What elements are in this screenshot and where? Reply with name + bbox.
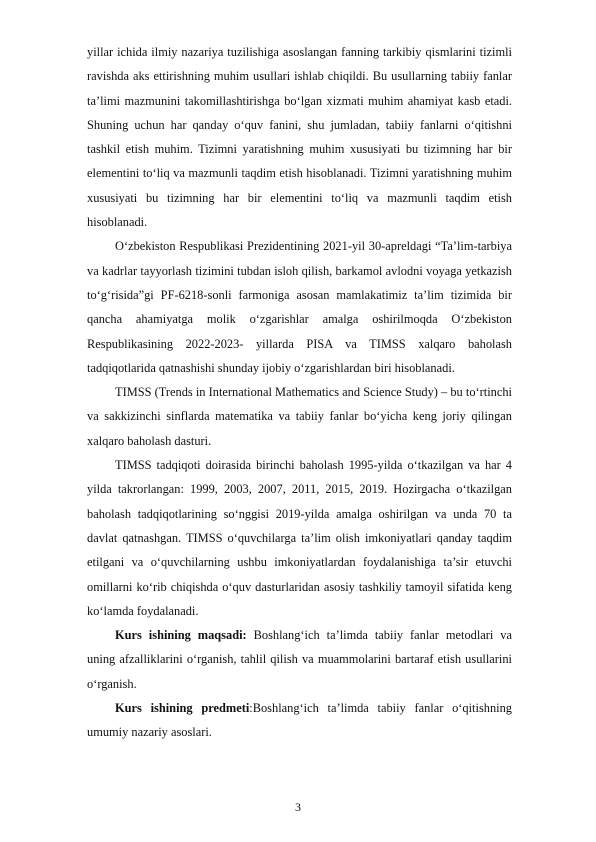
paragraph-text: TIMSS (Trends in International Mathematics and Science Study) – bu to‘rtinchi va sakkizinchi sinflarda matematika va tabiiy fanlar bo‘yicha keng joriy qilingan xalqaro baholash dasturi. [87,385,512,448]
course-subject-heading: Kurs ishining predmeti [115,701,250,716]
paragraph-text: TIMSS tadqiqoti doirasida birinchi baholash 1995-yilda o‘tkazilgan va har 4 yilda takrorlangan: 1999, 2003, 2007, 2011, 2015, 2019. Hozirgacha o‘tkazilgan baholash tadqiqotlarining so‘nggisi 2019-yilda amalga oshirilgan va unda 70 ta davlat qatnashgan. TIMSS o‘quvchilarga ta’lim olish imkoniyatlari qanday taqdim etilgani va o‘quvchilarning ushbu imkoniyatlardan foydalanishiga ta’sir etuvchi omillarni ko‘rib chiqishda o‘quv dasturlaridan asosiy tashkiliy tamoyil sifatida keng ko‘lamda foydalanadi. [87,458,512,618]
paragraph-timss-history [87,453,512,623]
course-goal-heading: Kurs ishining maqsadi: [115,628,247,643]
page-number: 3 [295,800,301,814]
paragraph-timss-definition [87,380,512,453]
paragraph-course-goal [87,623,512,696]
paragraph-text: :Boshlang‘ich ta’limda tabiiy fanlar o‘qitishning umumiy nazariy asoslari. [87,701,512,740]
paragraph-text: O‘zbekiston Respublikasi Prezidentining 2021-yil 30-apreldagi “Ta’lim-tarbiya va kadrlar tayyorlash tizimini tubdan isloh qilish, barkamol avlodni voyaga yetkazish to‘g‘risida”gi PF-6218-sonli farmoniga asosan mamlakatimiz ta’lim tizimida bir qancha ahamiyatga molik o‘zgarishlar amalga oshirilmoqda O‘zbekiston Respublikasining 2022-2023- yillarda PISA va TIMSS xalqaro baholash tadqiqotlarida qatnashishi shunday ijobiy o‘zgarishlardan biri hisoblanadi. [87,239,512,375]
paragraph-presidential-decree [87,234,512,380]
paragraph-intro-continuation [87,40,512,234]
paragraph-text: Boshlang‘ich ta’limda tabiiy fanlar metodlari va uning afzalliklarini o‘rganish, tahlil qilish va muammolarini bartaraf etish usullarini o‘rganish. [87,628,512,691]
paragraph-text: yillar ichida ilmiy nazariya tuzilishiga asoslangan fanning tarkibiy qismlarini tizimli ravishda aks ettirishning muhim usullari ishlab chiqildi. Bu usullarning tabiiy fanlar ta’limi mazmunini takomillashtirishga bo‘lgan xizmati muhim ahamiyat kasb etadi. Shuning uchun har qanday o‘quv fanini, shu jumladan, tabiiy fanlarni o‘qitishni tashkil etish muhim. Tizimni yaratishning muhim xususiyati bu tizimning har bir elementini to‘liq va mazmunli taqdim etish hisoblanadi. Tizimni yaratishning muhim xususiyati bu tizimning har bir elementini to‘liq va mazmunli taqdim etish hisoblanadi. [87,45,512,230]
paragraph-course-subject [87,696,512,745]
document-page [87,40,512,745]
